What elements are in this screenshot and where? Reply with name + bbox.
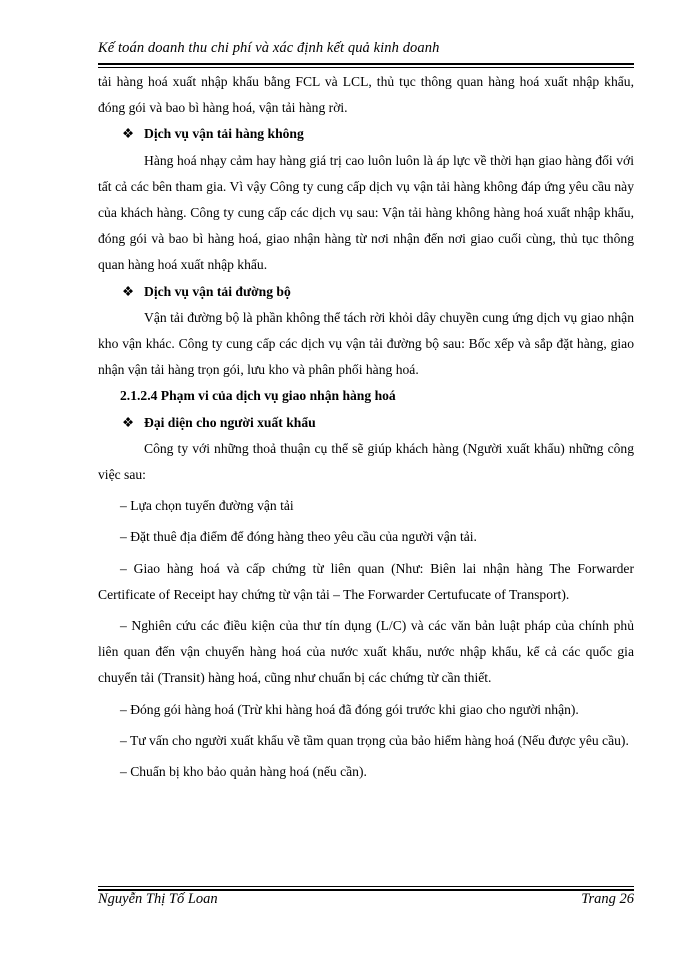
page-body <box>98 69 634 785</box>
list-item: – Lựa chọn tuyến đường vận tải <box>120 498 294 514</box>
list-item: – Đặt thuê địa điểm để đóng hàng theo yêu cầu của người vận tải. <box>120 529 477 545</box>
section-heading <box>98 121 634 147</box>
section-heading <box>98 410 634 436</box>
heading-text: Dịch vụ vận tải đường bộ <box>144 283 291 299</box>
heading-text: Đại diện cho người xuất khẩu <box>144 414 316 430</box>
page-number: Trang 26 <box>581 891 634 907</box>
list-item: – Tư vấn cho người xuất khẩu về tầm quan trọng của bảo hiểm hàng hoá (Nếu được yêu cầu). <box>120 732 629 748</box>
paragraph: Công ty với những thoả thuận cụ thể sẽ giúp khách hàng (Người xuất khẩu) những công việc sau: <box>98 440 634 483</box>
section-heading <box>98 279 634 305</box>
footer-rule-thin <box>98 886 634 887</box>
running-header: Kế toán doanh thu chi phí và xác định kết quả kinh doanh <box>98 40 440 56</box>
paragraph: Hàng hoá nhạy cảm hay hàng giá trị cao luôn luôn là áp lực về thời hạn giao hàng đối với tất cả các bên tham gia. Vì vậy Công ty cung cấp dịch vụ vận tải hàng không đáp ứng yêu cầu này của khách hàng. Công ty cung cấp các dịch vụ sau: Vận tải hàng không hàng hoá xuất nhập khẩu, đóng gói và bao bì hàng hoá, giao nhận hàng từ nơi nhận đến nơi giao cuối cùng, thủ tục thông quan hàng hoá xuất nhập khẩu. <box>98 152 634 273</box>
diamond-bullet-icon: ❖ <box>122 283 135 299</box>
list-item: – Chuẩn bị kho bảo quản hàng hoá (nếu cần). <box>120 764 367 780</box>
list-item: – Nghiên cứu các điều kiện của thư tín dụng (L/C) và các văn bản luật pháp của chính phủ liên quan đến vận chuyển hàng hoá của nước xuất khẩu, nước nhập khẩu, kể cả các quốc gia chuyển tải (Transit) hàng hoá, cũng như chuẩn bị các chứng từ cần thiết. <box>98 618 634 686</box>
diamond-bullet-icon: ❖ <box>122 126 135 142</box>
list-item: – Giao hàng hoá và cấp chứng từ liên quan (Như: Biên lai nhận hàng The Forwarder Certificate of Receipt hay chứng từ vận tải – The Forwarder Certufucate of Transport). <box>98 560 634 602</box>
paragraph: Vận tải đường bộ là phần không thể tách rời khỏi dây chuyền cung ứng dịch vụ giao nhận kho vận khác. Công ty cung cấp các dịch vụ vận tải đường bộ sau: Bốc xếp và sắp đặt hàng, giao nhận vận tải hàng trọn gói, lưu kho và phân phối hàng hoá. <box>98 309 634 378</box>
list-item: – Đóng gói hàng hoá (Trừ khi hàng hoá đã đóng gói trước khi giao cho người nhận). <box>120 701 579 717</box>
heading-text: Dịch vụ vận tải hàng không <box>144 126 304 142</box>
diamond-bullet-icon: ❖ <box>122 414 135 430</box>
subsection-heading: 2.1.2.4 Phạm vi của dịch vụ giao nhận hàng hoá <box>120 388 396 404</box>
header-rule-thin <box>98 67 634 68</box>
paragraph: tải hàng hoá xuất nhập khẩu bằng FCL và LCL, thủ tục thông quan hàng hoá xuất nhập khẩu, đóng gói và bao bì hàng hoá, vận tải hàng rời. <box>98 74 634 116</box>
header-rule <box>98 63 634 65</box>
footer-author: Nguyễn Thị Tố Loan <box>98 891 218 907</box>
